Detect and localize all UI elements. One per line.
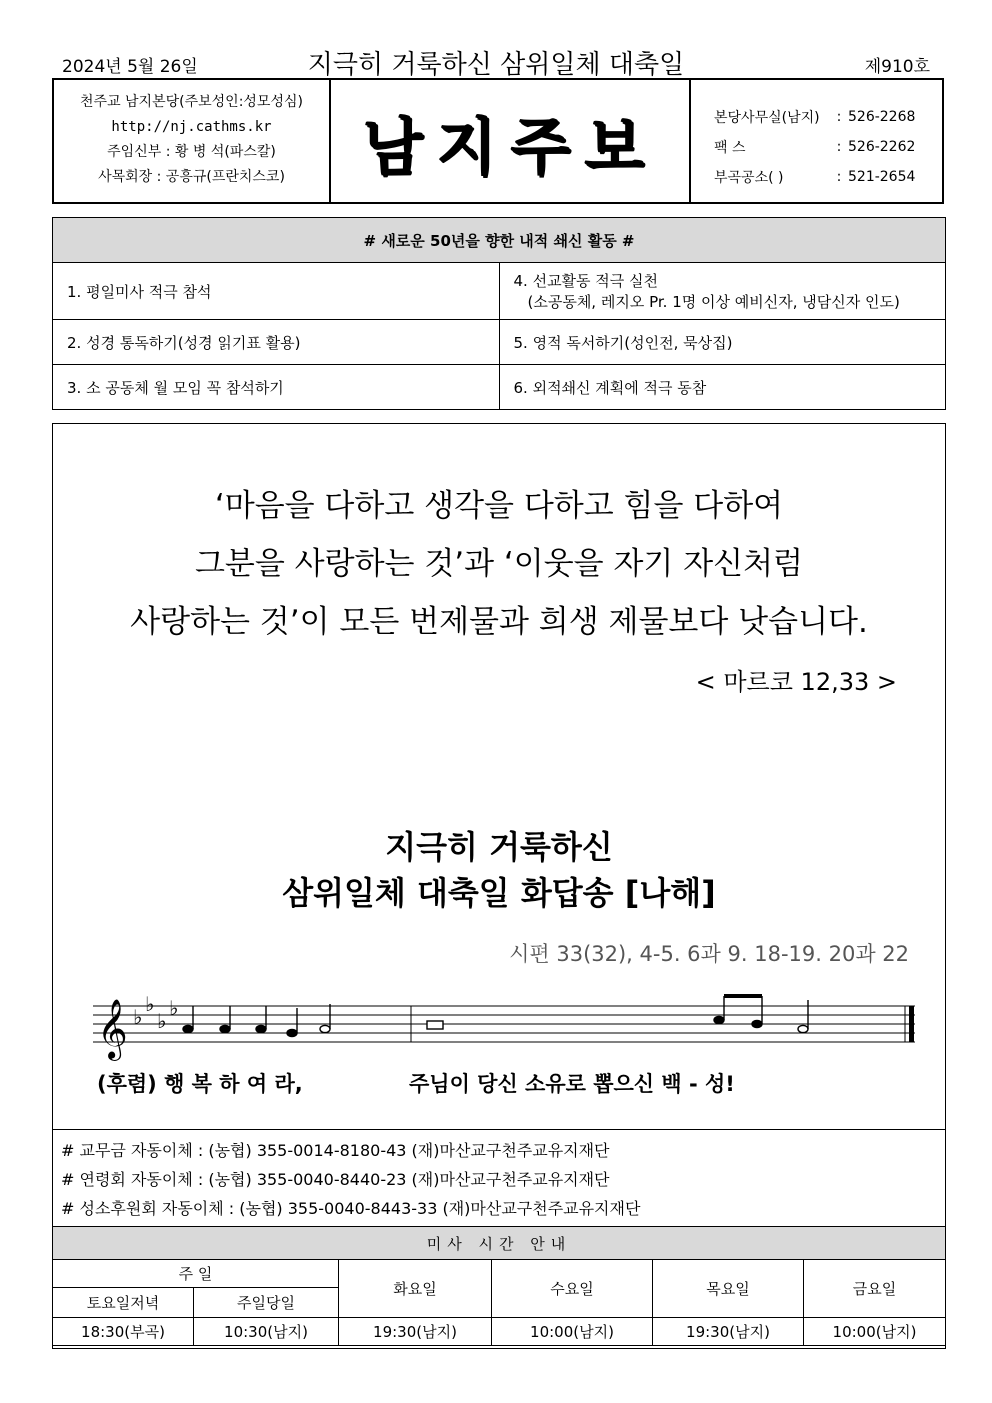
mass-time: 10:00(남지) (804, 1318, 946, 1346)
phone-row: 부곡공소( ) : 521-2654 (714, 169, 916, 186)
activity-item: 5. 영적 독서하기(성인전, 묵상집) (499, 320, 946, 365)
council-chair: 사목회장 : 공흥규(프란치스코) (98, 169, 285, 185)
mass-time: 10:00(남지) (492, 1318, 653, 1346)
phone-number: 521-2654 (848, 169, 916, 185)
issue-number: 제910호 (864, 57, 930, 77)
activity-table (52, 217, 946, 410)
psalm-title-line: 지극히 거룩하신 (385, 828, 613, 866)
feast-title: 지극히 거룩하신 삼위일체 대축일 (307, 50, 685, 80)
pastor: 주임신부 : 황 병 석(파스칼) (107, 144, 276, 160)
day-header: 목요일 (653, 1260, 804, 1318)
sunday-header: 주 일 (53, 1260, 339, 1288)
sunday-day-header: 주일당일 (194, 1288, 339, 1318)
phone-row: 팩 스 : 526-2262 (714, 139, 916, 156)
lyrics-refrain: 주님이 당신 소유로 뽑으신 백 - 성! (409, 1072, 735, 1096)
activity-item-line: 4. 선교활동 적극 실천 (513, 272, 659, 290)
psalm-title (53, 824, 945, 916)
transfer-row: # 성소후원회 자동이체 : (농협) 355-0040-8443-33 (재)마산교구천주교유지재단 (61, 1199, 641, 1218)
lyrics-refrain: (후렴) 행 복 하 여 라, (97, 1072, 303, 1096)
svg-text:♭: ♭ (145, 994, 155, 1016)
activity-item: 1. 평일미사 적극 참석 (53, 263, 500, 320)
quote-line: 사랑하는 것’이 모든 번제물과 희생 제물보다 낫습니다. (130, 604, 868, 640)
header-box (52, 78, 944, 204)
mass-time: 10:30(남지) (194, 1318, 339, 1346)
mass-time: 19:30(남지) (653, 1318, 804, 1346)
transfer-row: # 연령회 자동이체 : (농협) 355-0040-8440-23 (재)마산교구천주교유지재단 (61, 1170, 610, 1189)
quote-reference: < 마르코 12,33 > (695, 668, 897, 696)
mass-time: 18:30(부곡) (53, 1318, 194, 1346)
flat-signs (133, 994, 178, 1033)
activity-item (499, 263, 946, 320)
phone-number: 526-2268 (848, 109, 916, 125)
svg-text:♭: ♭ (133, 1005, 143, 1029)
transfer-row: # 교무금 자동이체 : (농협) 355-0014-8180-43 (재)마산교구천주교유지재단 (61, 1141, 610, 1160)
phone-label: 부곡공소( ) (714, 170, 784, 186)
music-staff (93, 994, 923, 1064)
activity-item-note: (소공동체, 레지오 Pr. 1명 이상 예비신자, 냉담신자 인도) (527, 293, 900, 311)
mass-time: 19:30(남지) (339, 1318, 492, 1346)
phone-number: 526-2262 (848, 139, 916, 155)
svg-text:♭: ♭ (169, 996, 179, 1020)
activity-item: 3. 소 공동체 월 모임 꼭 참석하기 (53, 365, 500, 410)
psalm-title-line: 삼위일체 대축일 화답송 [나해] (282, 874, 716, 912)
issue-date: 2024년 5월 26일 (62, 57, 198, 77)
treble-clef-icon: 𝄞 (97, 999, 128, 1059)
phone-label: 팩 스 (714, 140, 746, 156)
phone-list (714, 80, 944, 202)
psalm-reference: 시편 33(32), 4-5. 6과 9. 18-19. 20과 22 (509, 942, 909, 966)
day-header: 금요일 (804, 1260, 946, 1318)
auto-transfer-list (53, 1129, 945, 1223)
sat-evening-header: 토요일저녁 (53, 1288, 194, 1318)
mass-schedule-table (52, 1226, 946, 1346)
activity-item: 6. 외적쇄신 계획에 적극 동참 (499, 365, 946, 410)
phone-row: 본당사무실(남지) : 526-2268 (714, 109, 916, 126)
day-header: 수요일 (492, 1260, 653, 1318)
mass-schedule-title: 미사 시간 안내 (53, 1227, 946, 1260)
parish-name: 천주교 남지본당(주보성인:성모성심) (80, 94, 303, 110)
masthead-box (331, 80, 691, 202)
day-header: 화요일 (339, 1260, 492, 1318)
masthead: 남지주보 (362, 109, 658, 183)
activity-title: # 새로운 50년을 향한 내적 쇄신 활동 # (53, 218, 946, 263)
main-box (52, 423, 946, 1349)
quote-line: 그분을 사랑하는 것’과 ‘이웃을 자기 자신처럼 (194, 546, 803, 582)
parish-info (54, 80, 331, 202)
notes (183, 996, 808, 1037)
parish-url[interactable]: http://nj.cathms.kr (111, 119, 272, 135)
svg-text:♭: ♭ (157, 1009, 167, 1033)
phone-label: 본당사무실(남지) (714, 110, 820, 126)
activity-item: 2. 성경 통독하기(성경 읽기표 활용) (53, 320, 500, 365)
quote-line: ‘마음을 다하고 생각을 다하고 힘을 다하여 (214, 488, 784, 524)
